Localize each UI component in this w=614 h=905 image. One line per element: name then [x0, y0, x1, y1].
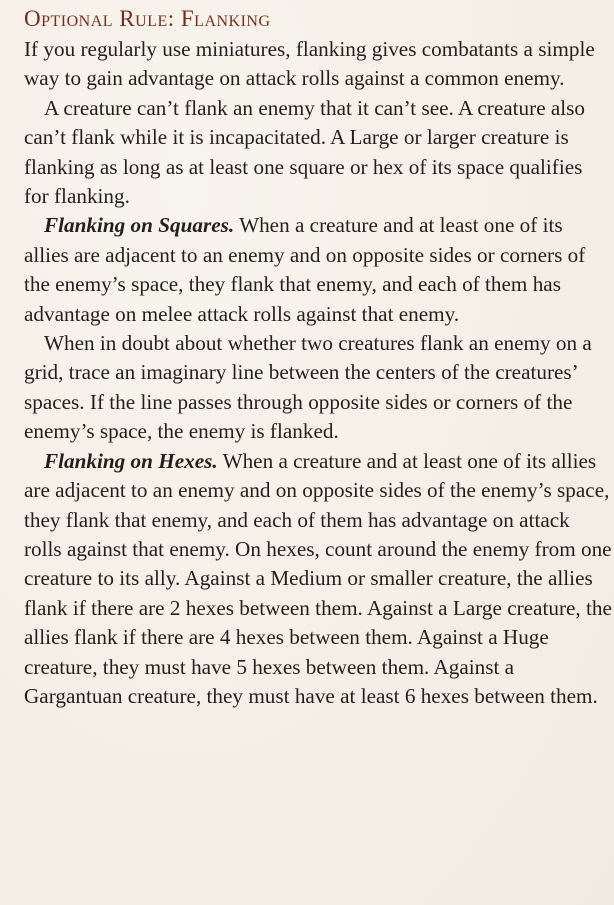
hexes-body-text: When a creature and at least one of its allies are adjacent to an enemy and on opposite sides of the enemy’s space, they flank that enemy, and each of them has advantage on attack rolls against that enemy. On hexes, count around the enemy from one creature to its ally. Against a Medium or smaller creature, the allies flank if there are 2 hexes between them. Against a Large creature, the allies flank if there are 4 hexes between them. Against a Huge creature, they must have 5 hexes between them. Against a Gargantuan creature, they must have at least 6 hexes between them. [24, 448, 612, 708]
intro-paragraph: If you regularly use miniatures, flanking gives combatants a simple way to gain advantage on attack rolls against a common enemy. [24, 37, 595, 91]
hexes-run-in-title: Flanking on Hexes. [44, 448, 218, 473]
squares-body-text: When a creature and at least one of its allies are adjacent to an enemy and on opposite sides or corners of the enemy’s space, they flank that enemy, and each of them has advantage on melee attack rolls against that enemy. [24, 213, 586, 326]
squares-run-in-title: Flanking on Squares. [44, 213, 235, 238]
section-heading: Optional Rule: Flanking [24, 6, 271, 31]
doubt-paragraph: When in doubt about whether two creatures flank an enemy on a grid, trace an imaginary line between the centers of the creatures’ spaces. If the line passes through opposite sides or corners of the enemy’s space, the enemy is flanked. [24, 331, 592, 444]
rules-sidebar [24, 4, 612, 711]
squares-paragraph [24, 211, 612, 329]
hexes-paragraph [24, 447, 612, 712]
restrictions-paragraph: A creature can’t flank an enemy that it can’t see. A creature also can’t flank while it is incapacitated. A Large or larger creature is flanking as long as at least one square or hex of its space qualifies for flanking. [24, 95, 586, 209]
